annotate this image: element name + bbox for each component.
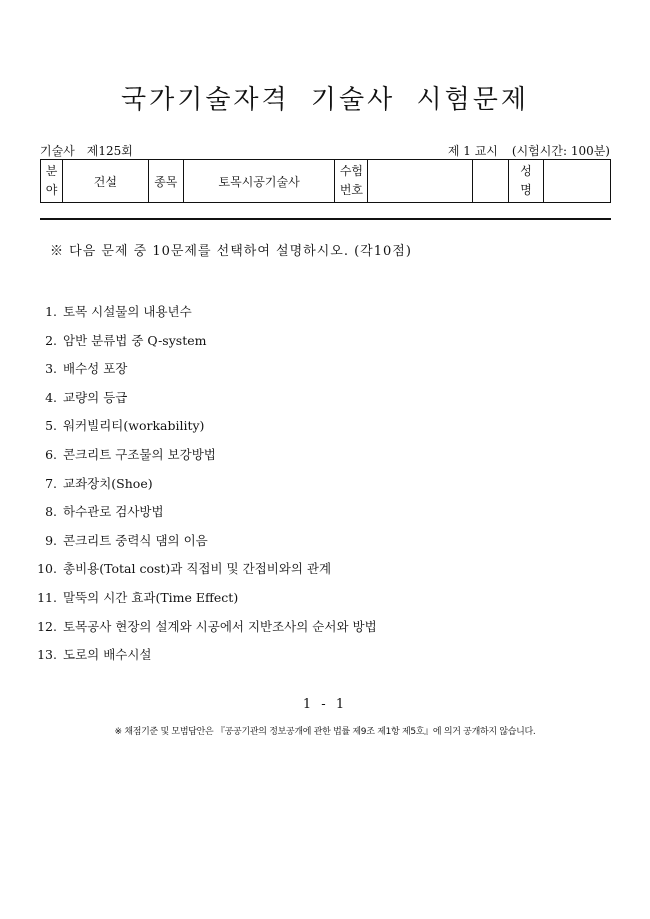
question-text: 콘크리트 중력식 댐의 이음	[63, 532, 208, 548]
exam-number-label-bottom: 번호	[339, 183, 364, 197]
exam-number-label-top: 수험	[339, 164, 364, 178]
exam-info-table	[40, 159, 611, 203]
question-number: 8.	[45, 504, 57, 520]
question-text: 총비용(Total cost)과 직접비 및 간접비와의 관계	[63, 561, 332, 577]
name-label-bottom: 명	[520, 183, 532, 197]
question-item	[37, 414, 597, 443]
question-item	[37, 472, 597, 501]
question-number: 7.	[45, 475, 57, 491]
field-label-cell	[41, 160, 63, 203]
question-text: 교좌장치(Shoe)	[63, 475, 153, 491]
exam-duration: (시험시간: 100분)	[511, 144, 610, 158]
name-label-cell	[509, 160, 544, 203]
exam-period: 제 1 교시	[447, 144, 498, 158]
question-number: 2.	[45, 332, 57, 348]
question-text: 암반 분류법 중 Q-system	[63, 332, 207, 348]
question-number: 10.	[37, 561, 57, 577]
question-text: 배수성 포장	[63, 361, 128, 377]
question-text: 도로의 배수시설	[63, 647, 152, 663]
question-item	[37, 615, 597, 644]
question-item	[37, 500, 597, 529]
question-number: 3.	[45, 361, 57, 377]
exam-number-field[interactable]	[368, 160, 473, 203]
question-number: 1.	[45, 304, 57, 319]
question-number: 13.	[37, 647, 57, 663]
question-text: 하수관로 검사방법	[63, 504, 164, 520]
exam-session: 제125회	[86, 144, 133, 158]
question-text: 교량의 등급	[63, 389, 128, 405]
field-label-bottom: 야	[45, 183, 58, 197]
exam-instruction: ※ 다음 문제 중 10문제를 선택하여 설명하시오. (각10점)	[50, 244, 412, 259]
question-item	[37, 357, 597, 386]
field-label-top: 분	[45, 164, 58, 178]
header-divider	[40, 218, 611, 220]
question-text: 토목 시설물의 내용년수	[63, 304, 192, 319]
footer-notice: ※ 채점기준 및 모범답안은 『공공기관의 정보공개에 관한 법률 제9조 제1항 제5호』에 의거 공개하지 않습니다.	[114, 727, 536, 737]
question-number: 12.	[37, 618, 57, 634]
page-number: 1 - 1	[302, 697, 348, 712]
name-label-top: 성	[520, 164, 532, 178]
question-text: 워커빌리티(workability)	[63, 418, 205, 434]
exam-title: 국가기술자격 기술사 시험문제	[120, 85, 530, 116]
question-text: 말뚝의 시간 효과(Time Effect)	[63, 589, 239, 605]
question-number: 4.	[45, 389, 57, 405]
exam-number-extra-field[interactable]	[473, 160, 509, 203]
question-item	[37, 529, 597, 558]
question-item	[37, 586, 597, 615]
question-item	[37, 329, 597, 358]
exam-meta-left	[40, 143, 133, 159]
question-item	[37, 300, 597, 329]
question-number: 6.	[45, 446, 57, 462]
question-text: 토목공사 현장의 설계와 시공에서 지반조사의 순서와 방법	[63, 618, 377, 634]
question-list	[37, 300, 597, 672]
exam-meta-right	[448, 143, 610, 159]
exam-category: 기술사	[40, 144, 75, 158]
question-number: 11.	[37, 589, 57, 605]
question-item	[37, 386, 597, 415]
name-field[interactable]	[544, 160, 611, 203]
question-item	[37, 557, 597, 586]
type-value-cell: 토목시공기술사	[183, 160, 335, 203]
question-number: 9.	[45, 532, 57, 548]
question-text: 콘크리트 구조물의 보강방법	[63, 446, 216, 462]
type-label-cell: 종목	[148, 160, 183, 203]
question-item	[37, 643, 597, 672]
question-item	[37, 443, 597, 472]
question-number: 5.	[45, 418, 57, 434]
field-value-cell: 건설	[62, 160, 148, 203]
exam-meta-row	[40, 143, 610, 159]
exam-number-label-cell	[335, 160, 368, 203]
